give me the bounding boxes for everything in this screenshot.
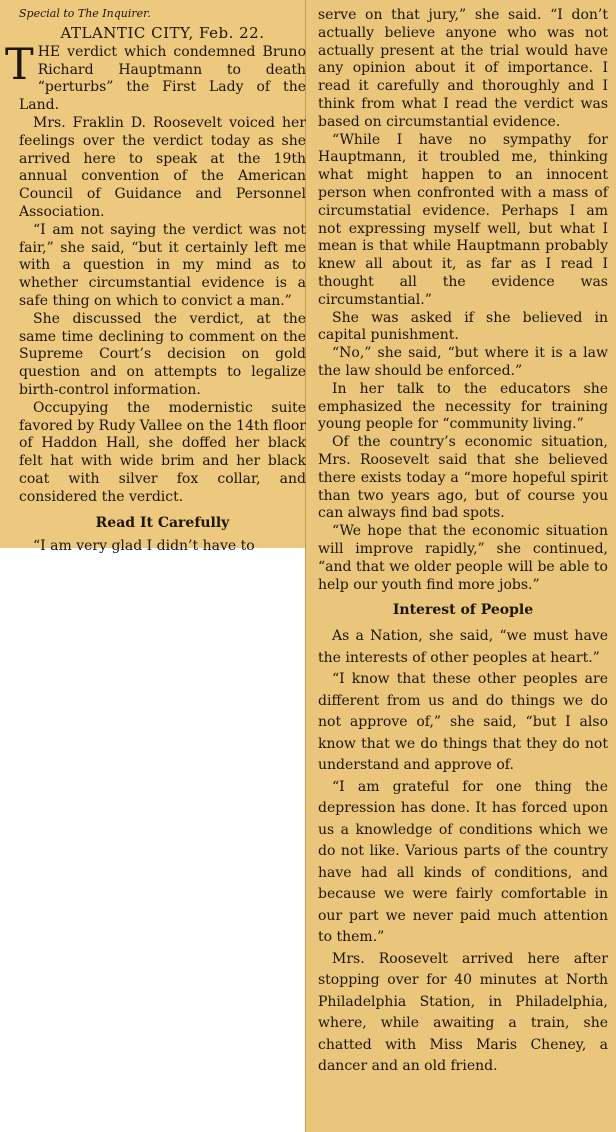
paragraph: Mrs. Roosevelt arrived here after stopping over for 40 minutes at North Philadelphia Station, in Philadelphia, where, while awaiting a train, she chatted with Miss Maris Cheney, a dancer and an old friend. — [318, 950, 608, 1075]
paragraph: As a Nation, she said, “we must have the interests of other peoples at heart.” — [318, 628, 608, 666]
paragraph-continued-end: serve on that jury,” she said. “I don’t actually believe anyone who was not actually present at the trial would have any opinion about it of importance. I read it carefully and thoroughly and I think from what I read the verdict was based on circumstantial evidence. — [318, 7, 608, 130]
dateline: ATLANTIC CITY, Feb. 22. — [60, 24, 265, 42]
paragraph: Of the country’s economic situation, Mrs. Roosevelt said that she believed there exists today a “more hopeful spirit than two years ago, but of course you can always find bad spots. — [318, 434, 608, 522]
subhead-interest-of-people: Interest of People — [392, 602, 534, 619]
paragraph: She discussed the verdict, at the same time declining to comment on the Supreme Court’s decision on gold question and on attempts to legalize birth-control information. — [19, 310, 306, 398]
paragraph-continued-start: “I am very glad I didn’t have to — [33, 538, 255, 555]
article-column-right — [318, 7, 608, 1078]
paragraph: “I am grateful for one thing the depression has done. It has forced upon us a knowledge of conditions which we do not like. Various parts of the country have had all kinds of conditions, and because we were fairly comfortable in our part we never paid much attention to them.” — [318, 778, 608, 946]
article-column-left — [5, 7, 306, 556]
paragraph: “I know that these other peoples are different from us and do things we do not approve of,” she said, “but I also know that we do things that they do not understand and approve of. — [318, 671, 608, 774]
paragraph: In her talk to the educators she emphasized the necessity for training young people for “community living.” — [318, 380, 608, 433]
lead-text: HE verdict which condemned Bruno Richard Hauptmann to death “perturbs” the First Lady of the Land. — [19, 43, 306, 114]
byline-credit: Special to The Inquirer. — [19, 7, 151, 20]
paragraph: Mrs. Fraklin D. Roosevelt voiced her feelings over the verdict today as she arrived here to speak at the 19th annual convention of the American Council of Guidance and Personnel Association. — [19, 114, 306, 220]
paragraph: “While I have no sympathy for Hauptmann, it troubled me, thinking what might happen to an innocent person when confronted with a mass of circumstatial evidence. Perhaps I am not expressing myself well, but what I mean is that while Hauptmann probably knew all about it, as far as I read I thought all the evidence was circumstantial.” — [318, 131, 608, 308]
paragraph: “No,” she said, “but where it is a law the law should be enforced.” — [318, 345, 608, 379]
paragraph: Occupying the modernistic suite favored by Rudy Vallee on the 14th floor of Haddon Hall, she doffed her black felt hat with wide brim and her black coat with silver fox collar, and considered the verdict. — [19, 399, 306, 505]
paragraph: She was asked if she believed in capital punishment. — [318, 309, 608, 344]
right-lower-section — [318, 626, 608, 1078]
subhead-read-it-carefully: Read It Carefully — [95, 514, 230, 531]
paragraph: “We hope that the economic situation will improve rapidly,” she continued, “and that we older people will be able to help our youth find more jobs.” — [318, 523, 608, 593]
lead-paragraph — [5, 39, 306, 115]
paragraph: “I am not saying the verdict was not fair,” she said, “but it certainly left me with a question in my mind as to whether circumstantial evidence is a safe thing on which to convict a man.” — [19, 221, 306, 309]
drop-cap: T — [5, 39, 34, 90]
